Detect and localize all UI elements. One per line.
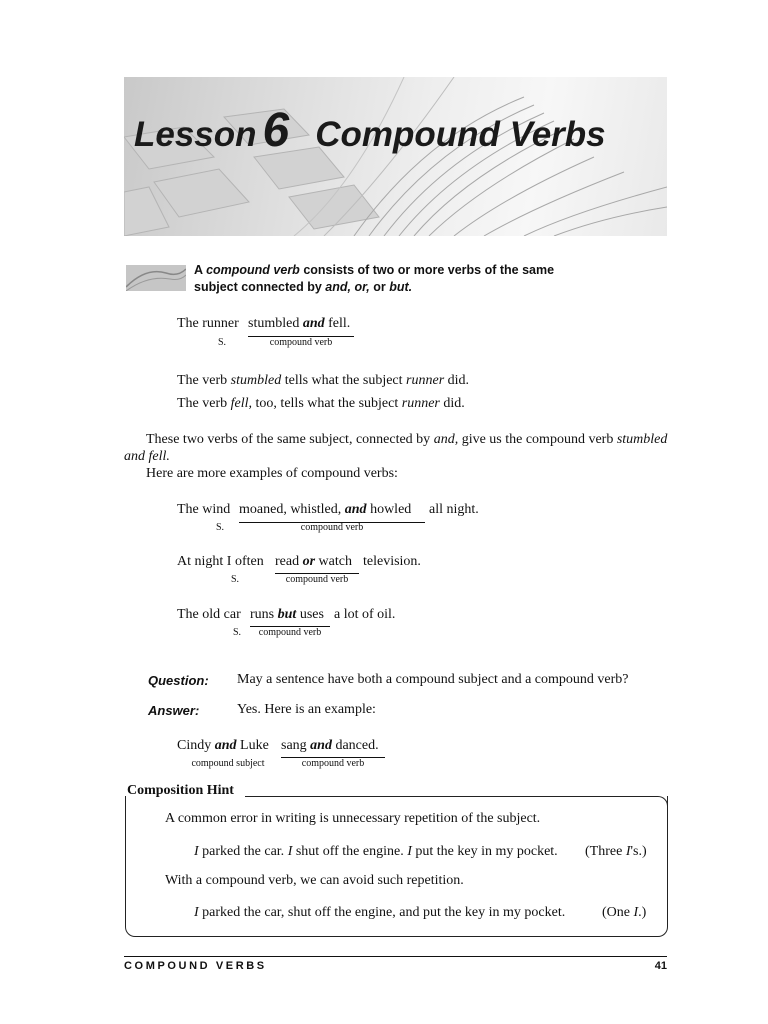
composition-hint-box-top	[245, 796, 668, 808]
question-text: May a sentence have both a compound subject and a compound verb?	[237, 672, 629, 687]
section-marker-icon	[126, 265, 186, 291]
paragraph-explanation: These two verbs of the same subject, connected by and, give us the compound verb stumbled and fell.	[124, 432, 668, 464]
explain-line-2: The verb fell, too, tells what the subject runner did.	[177, 396, 465, 411]
term-compound-verb: compound verb	[206, 263, 300, 277]
explain-line-1: The verb stumbled tells what the subject runner did.	[177, 373, 470, 388]
page-number: 41	[654, 960, 667, 972]
definition-text: A compound verb consists of two or more verbs of the same subject connected by and, or, or but.	[194, 263, 555, 294]
answer-text: Yes. Here is an example:	[237, 702, 376, 717]
lesson-name: Compound Verbs	[315, 115, 606, 154]
paragraph-intro-examples: Here are more examples of compound verbs:	[146, 466, 398, 481]
lesson-word: Lesson	[134, 115, 257, 154]
compound-verb-text: moaned, whistled, and howled	[239, 502, 412, 517]
hint-line-1: A common error in writing is unnecessary repetition of the subject.	[165, 811, 541, 826]
footer-rule	[124, 956, 667, 957]
answer-label: Answer:	[148, 703, 200, 718]
hint-example-1: I parked the car. I shut off the engine. I put the key in my pocket.	[194, 844, 558, 859]
compound-verb-text: sang and danced.	[281, 738, 379, 753]
compound-verb-text: stumbled and fell.	[248, 316, 351, 331]
hint-line-2: With a compound verb, we can avoid such repetition.	[165, 873, 464, 888]
compound-verb-text: runs but uses	[250, 607, 324, 622]
hint-example-1-note: (Three I's.)	[585, 844, 647, 859]
hint-example-2-note: (One I.)	[602, 905, 647, 920]
hint-example-2: I parked the car, shut off the engine, and put the key in my pocket.	[194, 905, 566, 920]
lesson-banner	[124, 77, 667, 236]
lesson-number: 6	[262, 104, 290, 157]
lesson-title	[134, 103, 606, 158]
footer-chapter-title: COMPOUND VERBS	[124, 960, 267, 972]
composition-hint-title: Composition Hint	[127, 783, 234, 798]
compound-subject-text: Cindy and Luke	[177, 738, 269, 753]
question-label: Question:	[148, 673, 209, 688]
compound-verb-text: read or watch	[275, 554, 352, 569]
